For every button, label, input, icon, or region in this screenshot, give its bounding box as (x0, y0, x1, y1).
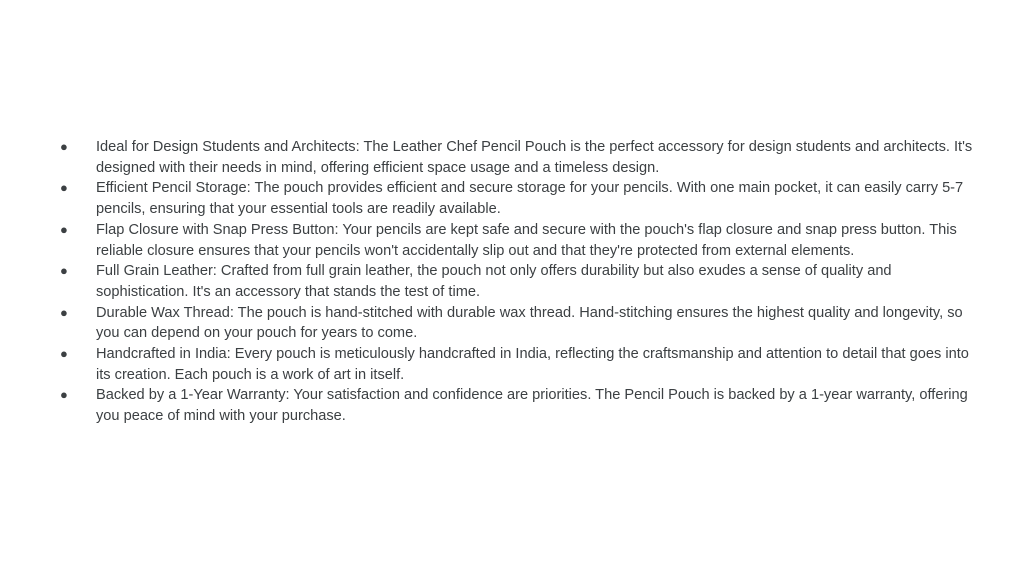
list-item (0, 178, 1024, 219)
bullet-icon: ● (60, 304, 68, 320)
list-item (0, 385, 1024, 426)
feature-bullet-list (0, 137, 1024, 427)
list-item-text: Flap Closure with Snap Press Button: Your pencils are kept safe and secure with the pouch's flap closure and snap press button. This reliable closure ensures that your pencils won't accidentally slip out and that they're protected from external elements. (96, 221, 957, 259)
list-item (0, 220, 1024, 261)
bullet-icon: ● (60, 387, 68, 403)
list-item-text: Durable Wax Thread: The pouch is hand-stitched with durable wax thread. Hand-stitching ensures the highest quality and longevity, so you can depend on your pouch for years to come. (96, 304, 963, 342)
list-item-text: Ideal for Design Students and Architects: The Leather Chef Pencil Pouch is the perfect accessory for design students and architects. It's designed with their needs in mind, offering efficient space usage and a timeless design. (96, 139, 973, 176)
bullet-icon: ● (60, 346, 68, 362)
list-item (0, 344, 1024, 385)
list-item-text: Full Grain Leather: Crafted from full grain leather, the pouch not only offers durability but also exudes a sense of quality and sophistication. It's an accessory that stands the test of time. (96, 263, 892, 300)
bullet-icon: ● (60, 263, 68, 279)
list-item-text: Efficient Pencil Storage: The pouch provides efficient and secure storage for your pencils. With one main pocket, it can easily carry 5-7 pencils, ensuring that your essential tools are readily available. (96, 180, 964, 218)
list-item-text: Handcrafted in India: Every pouch is meticulously handcrafted in India, reflecting the craftsmanship and attention to detail that goes into its creation. Each pouch is a work of art in itself. (96, 346, 969, 383)
list-item (0, 303, 1024, 344)
list-item (0, 261, 1024, 302)
list-item-text: Backed by a 1-Year Warranty: Your satisfaction and confidence are priorities. The Pencil Pouch is backed by a 1-year warranty, offering you peace of mind with your purchase. (96, 387, 968, 425)
list-item (0, 137, 1024, 178)
bullet-icon: ● (60, 221, 68, 237)
bullet-icon: ● (60, 139, 68, 154)
bullet-icon: ● (60, 180, 68, 196)
